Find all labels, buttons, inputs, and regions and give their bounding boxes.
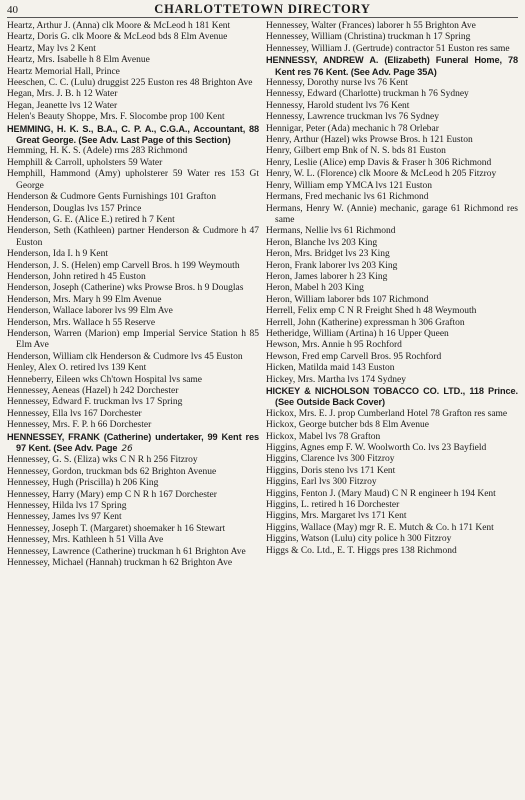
entry-text: Henry, Gilbert emp Bnk of N. S. bds 81 Euston: [266, 146, 446, 157]
directory-entry: [7, 67, 259, 78]
directory-entry: [266, 386, 518, 409]
entry-text: Herrell, John (Katherine) expressman h 306 Grafton: [266, 317, 465, 328]
entry-text: Heeschen, C. C. (Lulu) druggist 225 Euston res 48 Brighton Ave: [7, 78, 253, 89]
entry-text: HEMMING, H. K. S., B.A., C. P. A., C.G.A., Accountant, 88 Great George. (See Adv. Last Page of this Section): [7, 123, 259, 146]
entry-text: Hemming, H. K. S. (Adele) rms 283 Richmond: [7, 146, 188, 157]
page-number: 40: [7, 4, 18, 16]
directory-entry: [7, 261, 259, 272]
entry-text: Henderson, John retired h 45 Euston: [7, 271, 146, 282]
entry-text: Higgins, Earl lvs 300 Fitzroy: [266, 477, 377, 488]
directory-entry: [266, 432, 518, 443]
directory-entry: [266, 454, 518, 465]
directory-entry: [7, 112, 259, 123]
directory-entry: [266, 511, 518, 522]
directory-entry: [7, 467, 259, 478]
entry-text: Higgins, Mrs. Margaret lvs 171 Kent: [266, 511, 407, 522]
directory-entry: [266, 226, 518, 237]
entry-text: Helen's Beauty Shoppe, Mrs. F. Slocombe prop 100 Kent: [7, 112, 225, 123]
entry-text: Henderson, Wallace laborer lvs 99 Elm Ave: [7, 306, 173, 317]
entry-text: Heartz, Mrs. Isabelle h 8 Elm Avenue: [7, 55, 150, 66]
directory-entry: [7, 89, 259, 100]
entry-text: Hennessey, Joseph T. (Margaret) shoemaker h 16 Stewart: [7, 523, 226, 534]
directory-entry: [266, 272, 518, 283]
entry-text: Henry, Arthur (Hazel) wks Prowse Bros. h 121 Euston: [266, 135, 473, 146]
directory-entry: [266, 352, 518, 363]
directory-entry: [266, 466, 518, 477]
entry-text: Herrell, Felix emp C N R Freight Shed h 48 Weymouth: [266, 306, 477, 317]
entry-text: HENNESSY, ANDREW A. (Elizabeth) Funeral Home, 78 Kent res 76 Kent. (See Adv. Page 35A): [266, 55, 518, 77]
directory-entry: [7, 352, 259, 363]
directory-entry: [7, 101, 259, 112]
directory-entry: [7, 524, 259, 535]
directory-entry: [266, 295, 518, 306]
directory-entry: [266, 169, 518, 180]
directory-entry: [266, 375, 518, 386]
entry-text: Henderson, Joseph (Catherine) wks Prowse Bros. h 9 Douglas: [7, 283, 244, 294]
entry-text: Henley, Alex O. retired lvs 139 Kent: [7, 363, 147, 374]
entry-text: Hennessey, Mrs. F. P. h 66 Dorchester: [7, 420, 152, 431]
directory-entry: [266, 477, 518, 488]
directory-entry: [7, 409, 259, 420]
entry-text: Hickox, Mabel lvs 78 Grafton: [266, 431, 381, 442]
directory-entry: [7, 78, 259, 89]
directory-entry: [7, 535, 259, 546]
directory-entry: [7, 44, 259, 55]
entry-text: Higgins, Watson (Lulu) city police h 300 Fitzroy: [266, 534, 452, 545]
directory-entry: [7, 249, 259, 260]
entry-text: Hennessey, G. S. (Eliza) wks C N R h 256 Fitzroy: [7, 455, 198, 466]
directory-entry: [266, 420, 518, 431]
directory-entry: [266, 78, 518, 89]
entry-text: Hennessy, Harold student lvs 76 Kent: [266, 100, 410, 111]
entry-text: Higgs & Co. Ltd., E. T. Higgs pres 138 Richmond: [266, 545, 457, 556]
entry-text: Henry, William emp YMCA lvs 121 Euston: [266, 180, 433, 191]
directory-entry: [266, 181, 518, 192]
entry-text: Hennessey, James lvs 97 Kent: [7, 512, 122, 523]
entry-text: Hicken, Matilda maid 143 Euston: [266, 363, 395, 374]
entry-text: Heron, Blanche lvs 203 King: [266, 237, 378, 248]
entry-text: Hennessey, Ella lvs 167 Dorchester: [7, 408, 142, 419]
entry-text: Hegan, Jeanette lvs 12 Water: [7, 100, 118, 111]
directory-entry: [266, 363, 518, 374]
entry-text: Hemphill, Hammond (Amy) upholsterer 59 Water res 153 Gt George: [7, 169, 259, 191]
directory-entry: [266, 238, 518, 249]
directory-entry: [7, 375, 259, 386]
entry-text: Hennessy, Lawrence truckman lvs 76 Sydney: [266, 112, 439, 123]
directory-entry: [7, 192, 259, 203]
entry-text: Henderson, William clk Henderson & Cudmore lvs 45 Euston: [7, 351, 243, 362]
entry-text: Heron, Mabel h 203 King: [266, 283, 364, 294]
entry-text: Heron, Mrs. Bridget lvs 23 King: [266, 249, 390, 260]
entry-text: Hickox, Mrs. E. J. prop Cumberland Hotel 78 Grafton res same: [266, 408, 508, 419]
entry-text: Hennessey, Mrs. Kathleen h 51 Villa Ave: [7, 535, 164, 546]
directory-entry: [266, 55, 518, 78]
directory-entry: [7, 295, 259, 306]
entry-text: Heron, Frank laborer lvs 203 King: [266, 260, 398, 271]
directory-entry: [7, 558, 259, 569]
directory-entry: [7, 124, 259, 147]
directory-entry: [266, 146, 518, 157]
directory-entry: [266, 409, 518, 420]
entry-text: Higgins, Wallace (May) mgr R. E. Mutch & Co. h 171 Kent: [266, 522, 494, 533]
entry-text: Henderson, Douglas lvs 157 Prince: [7, 203, 142, 214]
entry-text: HICKEY & NICHOLSON TOBACCO CO. LTD., 118 Prince. (See Outside Back Cover): [266, 386, 518, 408]
directory-entry: [7, 169, 259, 192]
entry-text: Hennessy, Edward (Charlotte) truckman h 76 Sydney: [266, 89, 469, 100]
entry-text: Higgins, L. retired h 16 Dorchester: [266, 500, 400, 511]
directory-entry: [266, 340, 518, 351]
entry-text: Hewson, Mrs. Annie h 95 Rochford: [266, 340, 402, 351]
directory-entry: [266, 32, 518, 43]
entry-text: Henderson, Ida I. h 9 Kent: [7, 249, 109, 260]
directory-entry: [7, 318, 259, 329]
directory-entry: [266, 534, 518, 545]
entry-text: Hennessey, Hilda lvs 17 Spring: [7, 501, 127, 512]
entry-text: Henderson, J. S. (Helen) emp Carvell Bros. h 199 Weymouth: [7, 260, 240, 271]
entry-text: Hermans, Fred mechanic lvs 61 Richmond: [266, 192, 429, 203]
entry-text: Henderson, Mrs. Mary h 99 Elm Avenue: [7, 294, 162, 305]
directory-entry: [7, 32, 259, 43]
directory-entry: [7, 204, 259, 215]
entry-text: Hennessey, Edward F. truckman lvs 17 Spring: [7, 397, 183, 408]
entry-text: Hickox, George butcher bds 8 Elm Avenue: [266, 420, 429, 431]
entry-text: Henry, W. L. (Florence) clk Moore & McLeod h 205 Fitzroy: [266, 169, 497, 180]
directory-entry: [266, 546, 518, 557]
entry-text: Higgins, Doris steno lvs 171 Kent: [266, 465, 396, 476]
directory-entry: [7, 272, 259, 283]
entry-text: HENNESSEY, FRANK (Catherine) undertaker, 99 Kent res 97 Kent. (See Adv. Page: [7, 431, 259, 454]
directory-entry: [266, 249, 518, 260]
entry-text: Hewson, Fred emp Carvell Bros. 95 Rochford: [266, 351, 442, 362]
entry-text: Hennessey, Michael (Hannah) truckman h 62 Brighton Ave: [7, 558, 233, 569]
directory-columns: [7, 21, 518, 570]
directory-entry: [7, 512, 259, 523]
directory-entry: [7, 397, 259, 408]
entry-text: Hegan, Mrs. J. B. h 12 Water: [7, 89, 118, 100]
directory-entry: [266, 112, 518, 123]
entry-text: Higgins, Clarence lvs 300 Fitzroy: [266, 454, 395, 465]
directory-entry: [7, 363, 259, 374]
entry-text: Hennessey, Walter (Frances) laborer h 55 Brighton Ave: [266, 21, 476, 31]
entry-text: Heartz Memorial Hall, Prince: [7, 66, 120, 77]
entry-text: Henderson & Cudmore Gents Furnishings 101 Grafton: [7, 192, 216, 203]
entry-text: Hennessey, William (Christina) truckman h 17 Spring: [266, 32, 471, 43]
entry-text: Hennigar, Peter (Ada) mechanic h 78 Orlebar: [266, 123, 439, 134]
entry-text: Hennessey, Aeneas (Hazel) h 242 Dorchester: [7, 386, 179, 396]
directory-entry: [266, 489, 518, 500]
directory-entry: [7, 146, 259, 157]
directory-entry: [7, 21, 259, 32]
entry-text: Hemphill & Carroll, upholsters 59 Water: [7, 157, 163, 168]
entry-text: Hermans, Nellie lvs 61 Richmond: [266, 226, 396, 237]
directory-entry: [266, 443, 518, 454]
directory-entry: [266, 318, 518, 329]
page-header: [7, 2, 518, 18]
entry-text: Hetheridge, William (Artina) h 16 Upper Queen: [266, 328, 449, 339]
entry-text: Hennessey, Gordon, truckman bds 62 Brighton Avenue: [7, 466, 217, 477]
entry-text: Henneberry, Eileen wks Ch'town Hospital lvs same: [7, 374, 203, 385]
directory-entry: [7, 329, 259, 352]
page-title: CHARLOTTETOWN DIRECTORY: [154, 2, 371, 16]
entry-text: Henderson, Mrs. Wallace h 55 Reserve: [7, 317, 156, 328]
entry-text: Hennessey, Lawrence (Catherine) truckman h 61 Brighton Ave: [7, 546, 246, 557]
entry-text: Henderson, G. E. (Alice E.) retired h 7 Kent: [7, 214, 175, 225]
directory-entry: [7, 478, 259, 489]
directory-entry: [266, 329, 518, 340]
directory-entry: [7, 386, 259, 397]
entry-text: Hickey, Mrs. Martha lvs 174 Sydney: [266, 374, 407, 385]
directory-entry: [7, 283, 259, 294]
directory-entry: [266, 261, 518, 272]
right-column: [266, 21, 518, 570]
directory-entry: [7, 226, 259, 249]
directory-entry: [7, 455, 259, 466]
directory-entry: [266, 523, 518, 534]
directory-entry: [266, 158, 518, 169]
directory-entry: [7, 547, 259, 558]
entry-text: Heartz, May lvs 2 Kent: [7, 43, 96, 54]
left-column: [7, 21, 261, 570]
entry-text: Henry, Leslie (Alice) emp Davis & Fraser h 306 Richmond: [266, 157, 492, 168]
entry-text: Heartz, Doris G. clk Moore & McLeod bds 8 Elm Avenue: [7, 32, 228, 43]
entry-text: Hennessy, Dorothy nurse lvs 76 Kent: [266, 78, 408, 89]
directory-entry: [266, 89, 518, 100]
entry-text: Hennessey, Harry (Mary) emp C N R h 167 Dorchester: [7, 489, 217, 500]
entry-text: Higgins, Fenton J. (Mary Maud) C N R engineer h 194 Kent: [266, 488, 496, 499]
directory-entry: [266, 192, 518, 203]
directory-entry: [266, 21, 518, 32]
directory-entry: [7, 158, 259, 169]
directory-entry: [266, 124, 518, 135]
entry-text: Henderson, Warren (Marion) emp Imperial Service Station h 85 Elm Ave: [7, 328, 259, 351]
directory-entry: [7, 420, 259, 431]
directory-entry: [266, 283, 518, 294]
directory-entry: [7, 490, 259, 501]
directory-entry: [7, 55, 259, 66]
entry-text: Hennessey, William J. (Gertrude) contractor 51 Euston res same: [266, 43, 510, 54]
directory-entry: [7, 215, 259, 226]
entry-text: Heron, James laborer h 23 King: [266, 271, 388, 282]
directory-entry: [7, 501, 259, 512]
entry-text: Hennessey, Hugh (Priscilla) h 206 King: [7, 478, 159, 489]
entry-text: Hermans, Henry W. (Annie) mechanic, garage 61 Richmond res same: [266, 203, 518, 225]
entry-text: Heron, William laborer bds 107 Richmond: [266, 294, 429, 305]
entry-text: Henderson, Seth (Kathleen) partner Henderson & Cudmore h 47 Euston: [7, 226, 259, 248]
entry-text: Higgins, Agnes emp F. W. Woolworth Co. lvs 23 Bayfield: [266, 443, 487, 454]
directory-entry: [266, 306, 518, 317]
directory-entry: [266, 204, 518, 227]
handwritten-annotation: 26: [121, 444, 133, 455]
directory-entry: [266, 44, 518, 55]
directory-entry: [7, 306, 259, 317]
directory-entry: [7, 432, 259, 456]
directory-entry: [266, 135, 518, 146]
entry-text: Heartz, Arthur J. (Anna) clk Moore & McLeod h 181 Kent: [7, 21, 231, 31]
directory-entry: [266, 500, 518, 511]
directory-entry: [266, 101, 518, 112]
